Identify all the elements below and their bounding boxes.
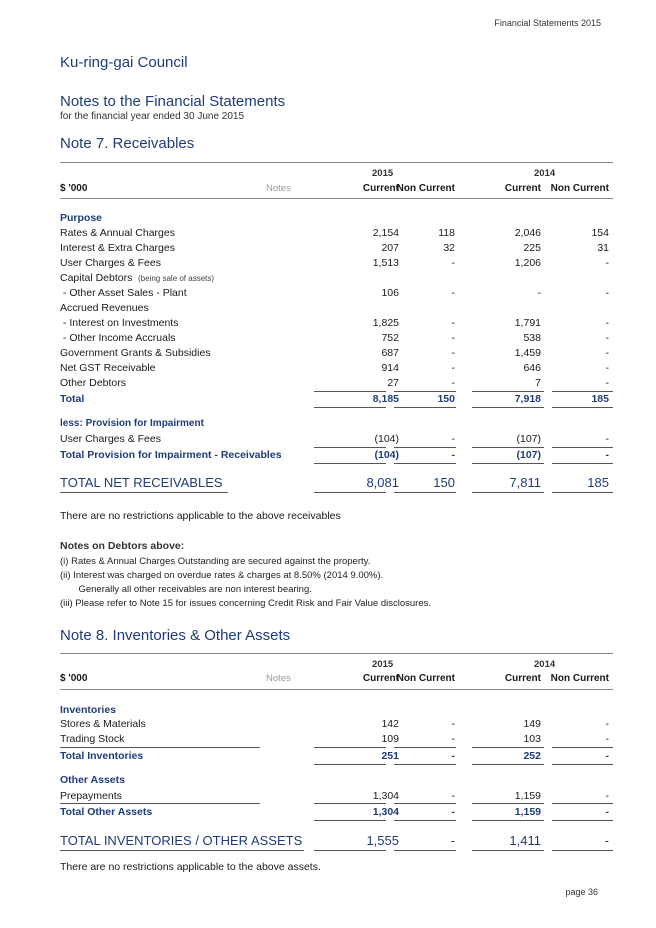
page-number: page 36 bbox=[565, 887, 598, 897]
debtor-notes-title: Notes on Debtors above: bbox=[60, 540, 185, 552]
table-row bbox=[60, 732, 613, 746]
total-underline bbox=[552, 407, 613, 408]
cell: - bbox=[605, 347, 609, 359]
col-noncurrent: Non Current bbox=[550, 673, 609, 684]
cell: - bbox=[451, 790, 455, 802]
total-underline bbox=[472, 463, 544, 464]
cell: 27 bbox=[387, 377, 399, 389]
year-header-row bbox=[60, 167, 613, 181]
cell: 1,791 bbox=[514, 317, 541, 329]
cell: - bbox=[450, 833, 455, 848]
debtor-note: Generally all other receivables are non interest bearing. bbox=[60, 584, 312, 595]
row-label: Net GST Receivable bbox=[60, 362, 156, 374]
year-2015: 2015 bbox=[372, 659, 394, 670]
divider bbox=[60, 198, 613, 199]
row-label: Government Grants & Subsidies bbox=[60, 347, 211, 359]
cell: 150 bbox=[437, 393, 455, 405]
col-noncurrent: Non Current bbox=[396, 673, 455, 684]
column-header-row bbox=[60, 182, 613, 196]
cell: 2,046 bbox=[514, 227, 541, 239]
cell: 109 bbox=[381, 733, 399, 745]
year-2014: 2014 bbox=[534, 659, 556, 670]
notes-col-header: Notes bbox=[266, 673, 291, 684]
debtor-note: (iii) Please refer to Note 15 for issues concerning Credit Risk and Fair Value disclosures. bbox=[60, 598, 432, 609]
subtotal-line bbox=[472, 747, 544, 748]
cell: - bbox=[604, 833, 609, 848]
subtotal-line bbox=[60, 803, 260, 804]
cell: 1,459 bbox=[514, 347, 541, 359]
grand-total-row bbox=[60, 474, 613, 492]
grand-total-underline bbox=[472, 492, 544, 493]
col-current: Current bbox=[504, 183, 541, 194]
total-underline bbox=[394, 463, 456, 464]
table-row bbox=[60, 361, 613, 375]
cell: 1,411 bbox=[509, 833, 541, 848]
cell: - bbox=[605, 433, 609, 445]
grand-total-underline bbox=[472, 850, 544, 851]
other-assets-label: Other Assets bbox=[60, 774, 125, 786]
total-underline bbox=[472, 407, 544, 408]
subtotal-line bbox=[314, 747, 386, 748]
year-2015: 2015 bbox=[372, 168, 394, 179]
cell: 7 bbox=[535, 377, 541, 389]
cell: - bbox=[605, 790, 609, 802]
cell: - bbox=[605, 733, 609, 745]
table-row bbox=[60, 316, 613, 330]
total-underline bbox=[394, 407, 456, 408]
subtotal-line bbox=[314, 803, 386, 804]
row-label: Interest & Extra Charges bbox=[60, 242, 175, 254]
cell: 2,154 bbox=[372, 227, 399, 239]
grand-total-underline bbox=[60, 850, 304, 851]
table-row bbox=[60, 789, 613, 803]
total-row bbox=[60, 448, 613, 462]
cell: - bbox=[605, 718, 609, 730]
cell: 1,555 bbox=[366, 833, 399, 848]
grand-total-underline bbox=[552, 850, 613, 851]
cell: - bbox=[451, 449, 455, 461]
note7-title: Note 7. Receivables bbox=[60, 135, 195, 152]
cell: 150 bbox=[433, 475, 455, 490]
table-row bbox=[60, 256, 613, 270]
cell: 752 bbox=[381, 332, 399, 344]
divider bbox=[60, 162, 613, 163]
cell: - bbox=[605, 317, 609, 329]
cell: 154 bbox=[591, 227, 609, 239]
table-row bbox=[60, 241, 613, 255]
cell: 32 bbox=[443, 242, 455, 254]
grand-total-underline bbox=[552, 492, 613, 493]
cell: 1,304 bbox=[372, 790, 399, 802]
cell: - bbox=[451, 377, 455, 389]
cell: 118 bbox=[438, 227, 455, 239]
total-underline bbox=[472, 820, 544, 821]
total-underline bbox=[552, 463, 613, 464]
cell: (104) bbox=[374, 449, 399, 461]
cell: 185 bbox=[587, 475, 609, 490]
grand-total-underline bbox=[314, 492, 386, 493]
cell: 538 bbox=[523, 332, 541, 344]
subtotal-line bbox=[394, 747, 456, 748]
row-label: Capital Debtors bbox=[60, 272, 133, 284]
section-label bbox=[60, 773, 613, 787]
council-name: Ku-ring-gai Council bbox=[60, 54, 188, 71]
row-label: Rates & Annual Charges bbox=[60, 227, 175, 239]
cell: 103 bbox=[523, 733, 541, 745]
cell: - bbox=[451, 750, 455, 762]
grand-total-underline bbox=[60, 492, 228, 493]
document-header: Financial Statements 2015 bbox=[494, 18, 601, 28]
cell: 225 bbox=[523, 242, 541, 254]
cell: - bbox=[605, 750, 609, 762]
subtotal-line bbox=[552, 803, 613, 804]
cell: (107) bbox=[516, 449, 541, 461]
subtotal-line bbox=[394, 803, 456, 804]
table-row bbox=[60, 346, 613, 360]
table-row bbox=[60, 331, 613, 345]
cell: - bbox=[451, 718, 455, 730]
row-label: User Charges & Fees bbox=[60, 433, 161, 445]
cell: - bbox=[605, 449, 609, 461]
total-row bbox=[60, 805, 613, 819]
total-underline bbox=[314, 764, 386, 765]
cell: - bbox=[605, 377, 609, 389]
cell: - bbox=[451, 433, 455, 445]
total-underline bbox=[552, 764, 613, 765]
cell: 142 bbox=[381, 718, 399, 730]
table-row bbox=[60, 432, 613, 446]
row-label: - Interest on Investments bbox=[60, 317, 179, 329]
subtotal-line bbox=[472, 803, 544, 804]
cell: - bbox=[451, 806, 455, 818]
cell: 252 bbox=[523, 750, 541, 762]
table-row bbox=[60, 301, 613, 315]
grand-total-label: TOTAL INVENTORIES / OTHER ASSETS bbox=[60, 833, 303, 848]
restrictions-note: There are no restrictions applicable to the above receivables bbox=[60, 510, 341, 522]
cell: 251 bbox=[381, 750, 399, 762]
divider bbox=[60, 653, 613, 654]
row-label: Accrued Revenues bbox=[60, 302, 149, 314]
cell: (107) bbox=[516, 433, 541, 445]
column-header-row bbox=[60, 672, 613, 686]
table-row bbox=[60, 376, 613, 390]
row-label-note: (being sale of assets) bbox=[138, 274, 215, 283]
cell: 1,206 bbox=[514, 257, 541, 269]
less-label: less: Provision for Impairment bbox=[60, 418, 204, 429]
cell: - bbox=[451, 287, 455, 299]
section-label bbox=[60, 211, 613, 225]
cell: 1,159 bbox=[514, 806, 541, 818]
cell: - bbox=[451, 257, 455, 269]
cell: 1,304 bbox=[372, 806, 399, 818]
grand-total-row bbox=[60, 832, 613, 850]
cell: 207 bbox=[381, 242, 399, 254]
cell: 31 bbox=[597, 242, 609, 254]
cell: 185 bbox=[591, 393, 609, 405]
cell: 646 bbox=[523, 362, 541, 374]
table-row bbox=[60, 226, 613, 240]
total-underline bbox=[314, 820, 386, 821]
row-label: Other Debtors bbox=[60, 377, 126, 389]
units-label: $ '000 bbox=[60, 183, 88, 194]
cell: - bbox=[451, 332, 455, 344]
table-row bbox=[60, 717, 613, 731]
total-underline bbox=[394, 764, 456, 765]
col-current: Current bbox=[362, 183, 399, 194]
cell: - bbox=[605, 287, 609, 299]
inventories-label: Inventories bbox=[60, 704, 117, 716]
grand-total-underline bbox=[314, 850, 386, 851]
cell: - bbox=[451, 733, 455, 745]
subtotal-line bbox=[60, 747, 260, 748]
year-header-row bbox=[60, 658, 613, 672]
row-label: Prepayments bbox=[60, 790, 122, 802]
col-noncurrent: Non Current bbox=[396, 183, 455, 194]
cell: 1,513 bbox=[372, 257, 399, 269]
notes-subtitle: for the financial year ended 30 June 2015 bbox=[60, 111, 245, 122]
cell: 914 bbox=[381, 362, 399, 374]
notes-title: Notes to the Financial Statements bbox=[60, 93, 286, 110]
subtotal-line bbox=[552, 747, 613, 748]
total-underline bbox=[314, 407, 386, 408]
cell: - bbox=[605, 362, 609, 374]
cell: - bbox=[451, 347, 455, 359]
cell: - bbox=[605, 332, 609, 344]
total-label: Total Inventories bbox=[60, 750, 144, 762]
total-label: Total Other Assets bbox=[60, 806, 153, 818]
cell: 687 bbox=[381, 347, 399, 359]
row-label: - Other Asset Sales - Plant bbox=[60, 287, 187, 299]
divider bbox=[60, 689, 613, 690]
total-row bbox=[60, 392, 613, 406]
grand-total-underline bbox=[394, 492, 456, 493]
grand-total-underline bbox=[394, 850, 456, 851]
col-current: Current bbox=[504, 673, 541, 684]
cell: 8,081 bbox=[366, 475, 399, 490]
debtor-note: (i) Rates & Annual Charges Outstanding are secured against the property. bbox=[60, 556, 371, 567]
table-row bbox=[60, 286, 613, 300]
total-row bbox=[60, 749, 613, 763]
less-label-row bbox=[60, 417, 613, 431]
col-noncurrent: Non Current bbox=[550, 183, 609, 194]
cell: - bbox=[451, 317, 455, 329]
units-label: $ '000 bbox=[60, 673, 88, 684]
cell: 1,159 bbox=[514, 790, 541, 802]
row-label: User Charges & Fees bbox=[60, 257, 161, 269]
notes-col-header: Notes bbox=[266, 183, 291, 194]
year-2014: 2014 bbox=[534, 168, 556, 179]
row-label: Trading Stock bbox=[60, 733, 125, 745]
cell: - bbox=[605, 257, 609, 269]
grand-total-label: TOTAL NET RECEIVABLES bbox=[60, 475, 223, 490]
cell: (104) bbox=[374, 433, 399, 445]
cell: 8,185 bbox=[372, 393, 399, 405]
cell: 1,825 bbox=[372, 317, 399, 329]
cell: 7,811 bbox=[509, 475, 541, 490]
debtor-note: (ii) Interest was charged on overdue rates & charges at 8.50% (2014 9.00%). bbox=[60, 570, 384, 581]
purpose-label: Purpose bbox=[60, 212, 103, 224]
cell: 106 bbox=[381, 287, 399, 299]
row-label: Stores & Materials bbox=[60, 718, 146, 730]
cell: 149 bbox=[523, 718, 541, 730]
cell: 7,918 bbox=[514, 393, 541, 405]
table-row bbox=[60, 271, 613, 285]
restrictions-note: There are no restrictions applicable to the above assets. bbox=[60, 861, 321, 873]
cell: - bbox=[605, 806, 609, 818]
total-underline bbox=[552, 820, 613, 821]
note8-title: Note 8. Inventories & Other Assets bbox=[60, 627, 291, 644]
total-label: Total bbox=[60, 393, 85, 405]
cell: - bbox=[451, 362, 455, 374]
total-underline bbox=[394, 820, 456, 821]
section-label bbox=[60, 703, 613, 717]
total-underline bbox=[314, 463, 386, 464]
total-label: Total Provision for Impairment - Receivables bbox=[60, 449, 282, 461]
cell: - bbox=[537, 287, 541, 299]
col-current: Current bbox=[362, 673, 399, 684]
row-label: - Other Income Accruals bbox=[60, 332, 176, 344]
total-underline bbox=[472, 764, 544, 765]
